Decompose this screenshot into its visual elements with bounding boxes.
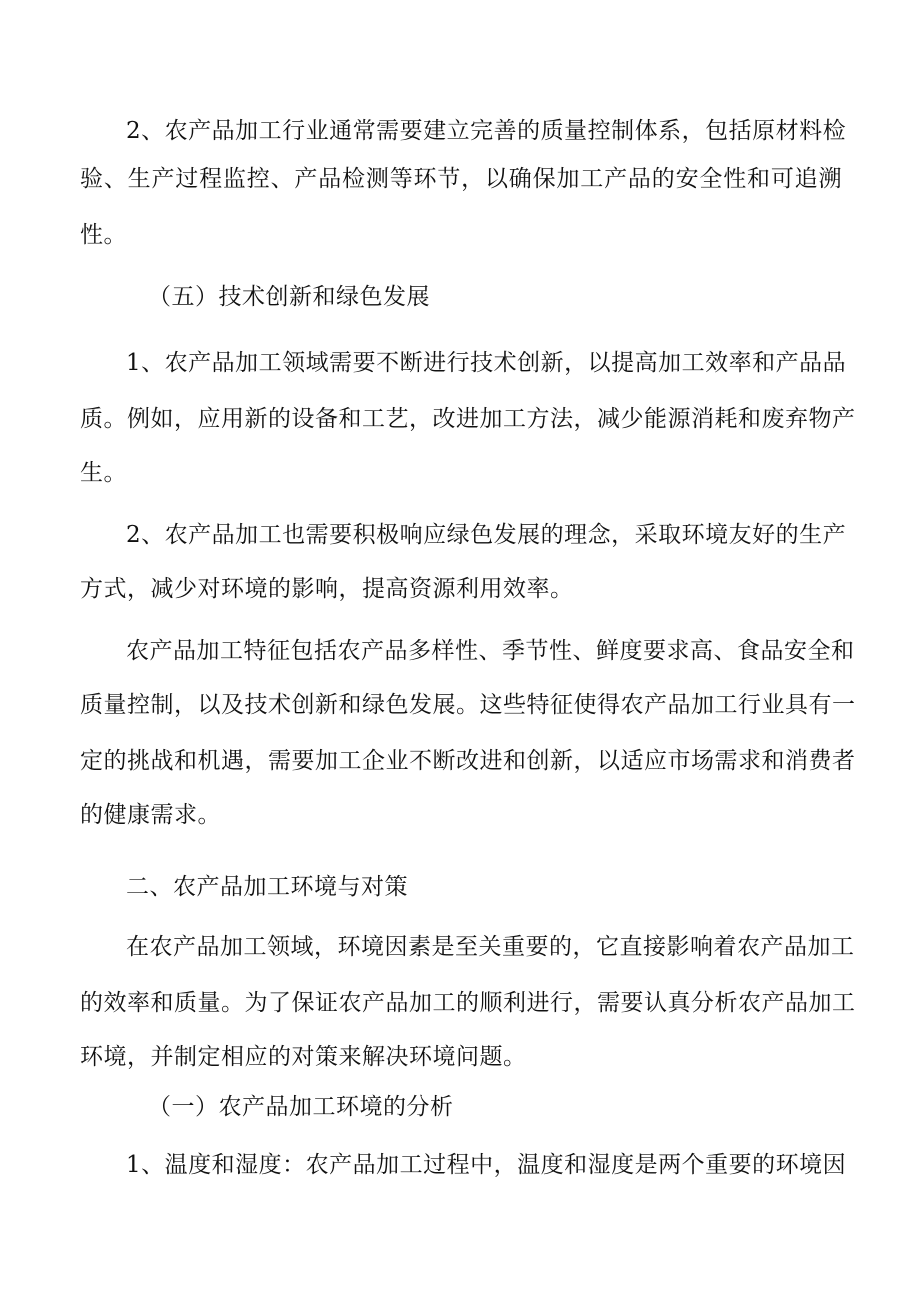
paragraph-line: 1、温度和湿度：农产品加工过程中，温度和湿度是两个重要的环境因 [126, 1152, 847, 1178]
paragraph-line: 定的挑战和机遇，需要加工企业不断改进和创新，以适应市场需求和消费者 [80, 748, 856, 774]
paragraph-line: 质量控制，以及技术创新和绿色发展。这些特征使得农产品加工行业具有一 [80, 692, 856, 718]
paragraph-line: 的效率和质量。为了保证农产品加工的顺利进行，需要认真分析农产品加工 [80, 990, 856, 1016]
paragraph-line: 生。 [80, 460, 127, 486]
paragraph-line: 方式，减少对环境的影响，提高资源利用效率。 [80, 576, 574, 602]
paragraph-line: 1、农产品加工领域需要不断进行技术创新，以提高加工效率和产品品 [126, 350, 847, 376]
paragraph-line: 环境，并制定相应的对策来解决环境问题。 [80, 1044, 527, 1070]
paragraph-line: 验、生产过程监控、产品检测等环节，以确保加工产品的安全性和可追溯 [80, 166, 842, 192]
paragraph-line: 2、农产品加工也需要积极响应绿色发展的理念，采取环境友好的生产 [126, 522, 847, 548]
paragraph-line: 性。 [80, 222, 127, 248]
section-heading: （五）技术创新和绿色发展 [148, 284, 430, 310]
paragraph-line: 2、农产品加工行业通常需要建立完善的质量控制体系，包括原材料检 [126, 118, 847, 144]
section-heading: 二、农产品加工环境与对策 [126, 874, 408, 900]
paragraph-line: 在农产品加工领域，环境因素是至关重要的，它直接影响着农产品加工 [126, 934, 855, 960]
paragraph-line: 农产品加工特征包括农产品多样性、季节性、鲜度要求高、食品安全和 [126, 638, 855, 664]
section-heading: （一）农产品加工环境的分析 [148, 1094, 454, 1120]
paragraph-line: 的健康需求。 [80, 802, 221, 828]
paragraph-line: 质。例如，应用新的设备和工艺，改进加工方法，减少能源消耗和废弃物产 [80, 406, 856, 432]
